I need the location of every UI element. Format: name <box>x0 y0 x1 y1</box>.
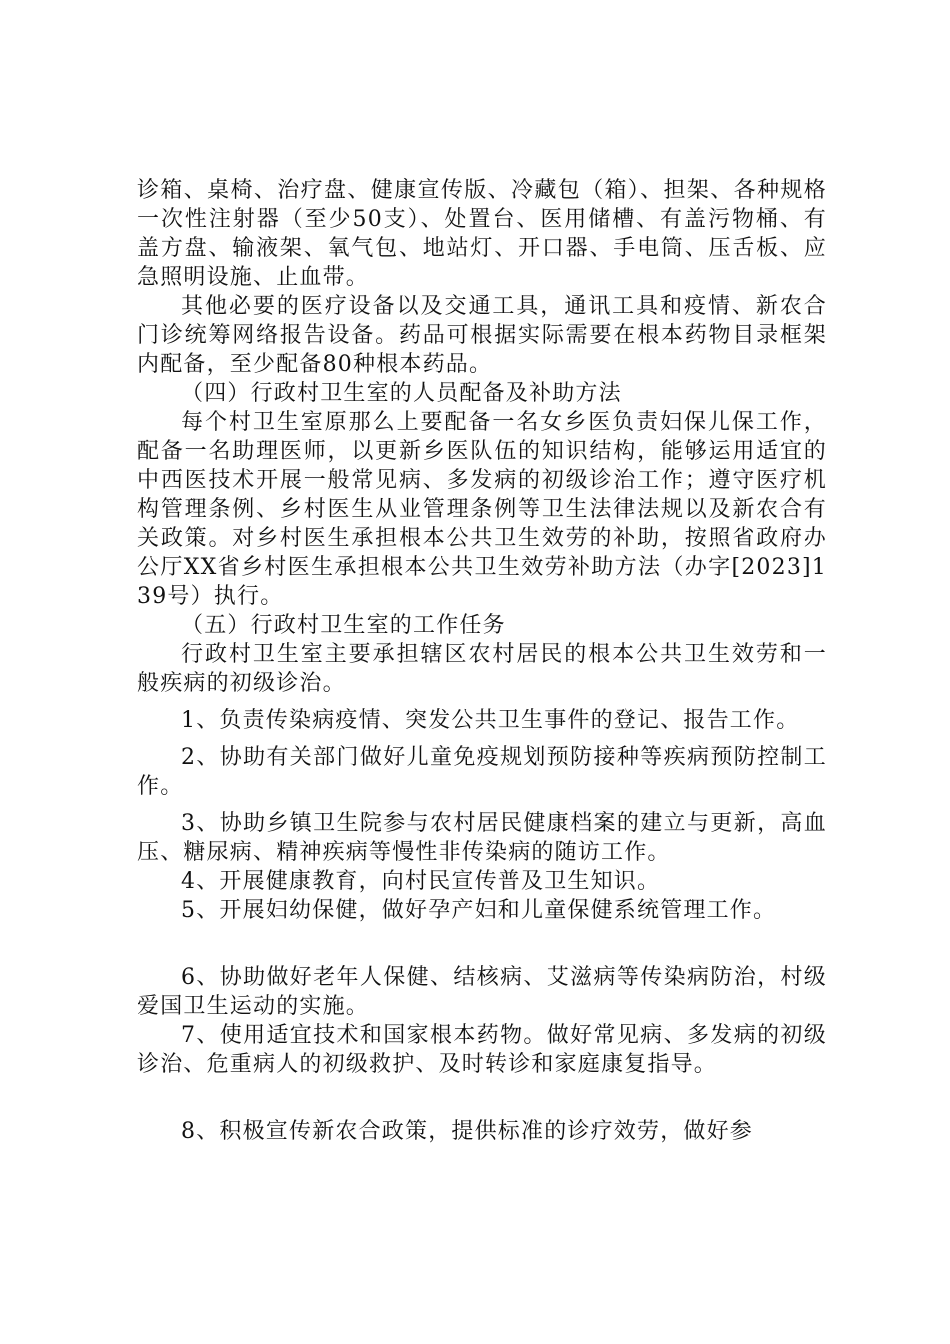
paragraph-staffing: 每个村卫生室原那么上要配备一名女乡医负责妇保儿保工作，配备一名助理医师，以更新乡医队伍的知识结构，能够运用适宜的中西医技术开展一般常见病、多发病的初级诊治工作；遵守医疗机构管理条例、乡村医生从业管理条例等卫生法律法规以及新农合有关政策。对乡村医生承担根本公共卫生效劳的补助，按照省政府办公厅XX省乡村医生承担根本公共卫生效劳补助方法（办字[2023]139号）执行。 <box>137 410 827 609</box>
list-item-task-8: 8、积极宣传新农合政策，提供标准的诊疗效劳，做好参 <box>181 1119 753 1144</box>
list-item-task-5: 5、开展妇幼保健，做好孕产妇和儿童保健系统管理工作。 <box>181 898 777 923</box>
list-item-task-3: 3、协助乡镇卫生院参与农村居民健康档案的建立与更新，高血压、糖尿病、精神疾病等慢性非传染病的随访工作。 <box>137 811 827 865</box>
paragraph-equipment-list: 诊箱、桌椅、治疗盘、健康宣传版、冷藏包（箱）、担架、各种规格一次性注射器（至少50支）、处置台、医用储槽、有盖污物桶、有盖方盘、输液架、氧气包、地站灯、开口器、手电筒、压舌板、应急照明设施、止血带。 <box>137 178 827 290</box>
section-heading-tasks: （五）行政村卫生室的工作任务 <box>181 613 506 638</box>
document-body <box>137 176 827 1146</box>
list-item-task-7: 7、使用适宜技术和国家根本药物。做好常见病、多发病的初级诊治、危重病人的初级救护、及时转诊和家庭康复指导。 <box>137 1023 827 1077</box>
paragraph-other-equipment: 其他必要的医疗设备以及交通工具，通讯工具和疫情、新农合门诊统筹网络报告设备。药品可根据实际需要在根本药物目录框架内配备，至少配备80种根本药品。 <box>137 294 827 377</box>
paragraph-tasks-intro: 行政村卫生室主要承担辖区农村居民的根本公共卫生效劳和一般疾病的初级诊治。 <box>137 642 827 696</box>
list-item-task-6: 6、协助做好老年人保健、结核病、艾滋病等传染病防治，村级爱国卫生运动的实施。 <box>137 965 827 1019</box>
list-item-task-1: 1、负责传染病疫情、突发公共卫生事件的登记、报告工作。 <box>181 708 800 733</box>
list-item-task-4: 4、开展健康教育，向村民宣传普及卫生知识。 <box>181 869 661 894</box>
section-heading-staffing: （四）行政村卫生室的人员配备及补助方法 <box>181 381 622 406</box>
list-item-task-2: 2、协助有关部门做好儿童免疫规划预防接种等疾病预防控制工作。 <box>137 745 827 799</box>
